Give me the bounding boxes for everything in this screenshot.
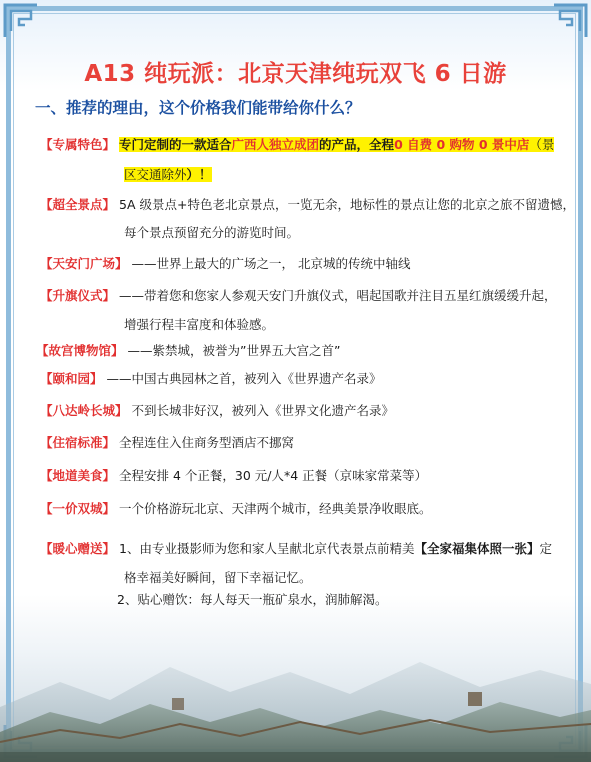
feature-item — [40, 500, 432, 517]
feature-text: ——带着您和您家人参观天安门升旗仪式，唱起国歌并注目五星红旗缓缓升起， — [119, 288, 557, 303]
feature-item — [40, 136, 554, 153]
feature-text: 全程连住入住商务型酒店不挪窝 — [119, 435, 295, 450]
feature-item-continuation: 格幸福美好瞬间，留下幸福记忆。 — [124, 570, 312, 585]
feature-tag: 【八达岭长城】 — [40, 403, 128, 418]
feature-tag: 【专属特色】 — [40, 137, 116, 152]
great-wall-landscape-image — [0, 612, 591, 762]
feature-item-continuation: 每个景点预留充分的游览时间。 — [124, 225, 300, 240]
feature-item — [40, 402, 394, 419]
corner-ornament-icon — [552, 3, 588, 39]
feature-tag: 【升旗仪式】 — [40, 288, 116, 303]
feature-item — [40, 434, 294, 451]
feature-text: 专门定制的一款适合 — [119, 137, 232, 152]
feature-item — [40, 370, 382, 387]
feature-item — [40, 287, 557, 304]
feature-text: （景 — [529, 137, 555, 152]
feature-tag: 【地道美食】 — [40, 468, 116, 483]
feature-item — [40, 255, 411, 272]
feature-text: 一个价格游玩北京、天津两个城市，经典美景净收眼底。 — [119, 501, 432, 516]
feature-text: ——紫禁城，被誉为”世界五大宫之首” — [127, 343, 341, 358]
feature-tag: 【一价双城】 — [40, 501, 116, 516]
feature-tag: 【故宫博物馆】 — [36, 343, 124, 358]
feature-text: 定 — [539, 541, 553, 556]
feature-tag: 【住宿标准】 — [40, 435, 116, 450]
corner-ornament-icon — [3, 3, 39, 39]
feature-tag: 【暖心赠送】 — [40, 541, 116, 556]
feature-text: 不到长城非好汉，被列入《世界文化遗产名录》 — [131, 403, 395, 418]
feature-text: ）！ — [186, 167, 212, 182]
page-title: A13 纯玩派：北京天津纯玩双飞 6 日游 — [84, 61, 507, 87]
feature-item-continuation: 增强行程丰富度和体验感。 — [124, 317, 275, 332]
feature-text-emphasis: 【全家福集体照一张】 — [414, 541, 540, 556]
feature-text: 的产品，全程 — [319, 137, 395, 152]
feature-text: ——中国古典园林之首，被列入《世界遗产名录》 — [106, 371, 382, 386]
section-heading: 一、推荐的理由，这个价格我们能带给你什么？ — [35, 99, 361, 117]
feature-item — [40, 467, 427, 484]
feature-tag: 【天安门广场】 — [40, 256, 128, 271]
feature-text-highlight: 广西人独立成团 — [231, 137, 320, 152]
feature-text: 1、由专业摄影师为您和家人呈献北京代表景点前精美 — [119, 541, 415, 556]
feature-item — [36, 342, 340, 359]
feature-tag: 【颐和园】 — [40, 371, 103, 386]
feature-item — [40, 540, 552, 557]
feature-text: 全程安排 4 个正餐，30 元/人*4 正餐（京味家常菜等） — [119, 468, 428, 483]
feature-item-continuation: 2、贴心赠饮：每人每天一瓶矿泉水，润肺解渴。 — [117, 592, 388, 607]
feature-text-highlight: 0 自费 0 购物 0 景中店 — [394, 137, 530, 152]
feature-item — [40, 196, 575, 213]
feature-item-continuation — [124, 166, 212, 183]
feature-text: 5A 级景点+特色老北京景点，一览无余，地标性的景点让您的北京之旅不留遗憾， — [119, 197, 575, 212]
feature-tag: 【超全景点】 — [40, 197, 116, 212]
feature-text: 区交通除外 — [124, 167, 187, 182]
feature-text: ——世界上最大的广场之一， 北京城的传统中轴线 — [131, 256, 411, 271]
